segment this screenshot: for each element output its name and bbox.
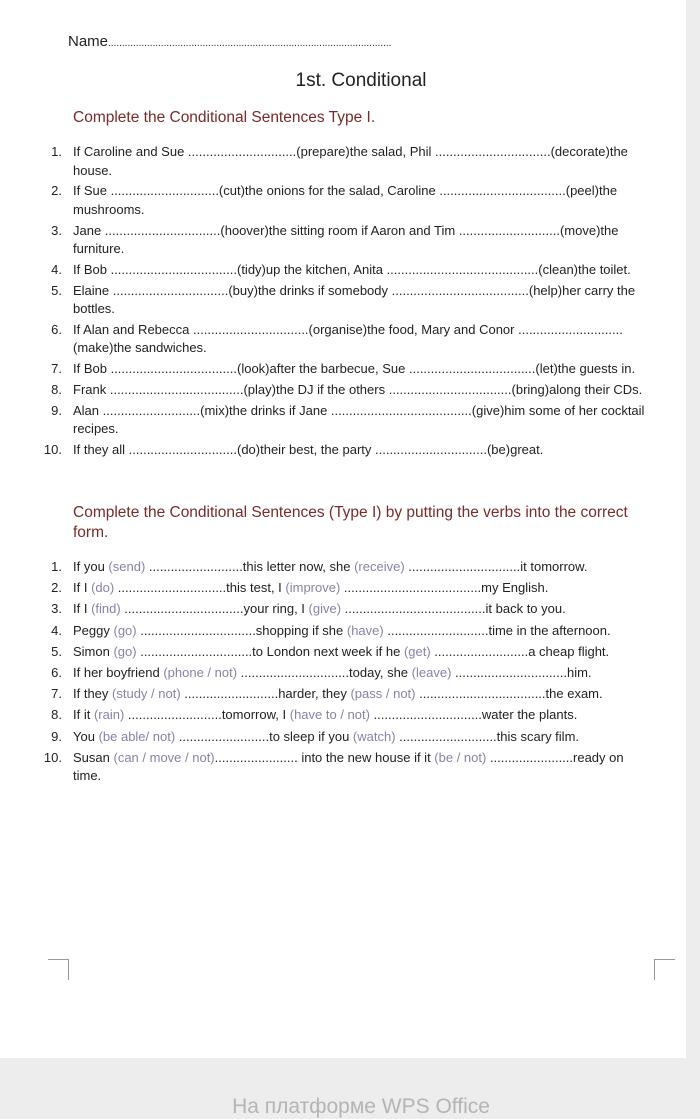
exercise2-item [0, 600, 686, 619]
item-number: 6. [51, 321, 62, 337]
exercise1-item [0, 182, 686, 219]
item-number: 7. [51, 361, 62, 377]
item-number: 10. [43, 749, 62, 765]
sentence-fragment: Simon [73, 643, 114, 659]
name-field[interactable] [68, 33, 391, 50]
sentence-fragment: ...............................him. [451, 664, 592, 680]
verb-hint: (watch) [352, 728, 396, 744]
exercise2-item [0, 643, 686, 662]
sentence-fragment: ...............................to London next week if he [136, 643, 404, 659]
sentence-fragment: ................................shopping if she [136, 622, 347, 638]
verb-hint: (go) [113, 643, 137, 659]
item-text: Jane ................................(hoover)the sitting room if Aaron and Tim ............................(move)the furniture. [73, 222, 619, 257]
exercise2-item [0, 749, 686, 786]
name-blank[interactable]: ...................................................................................................... [108, 38, 392, 49]
item-number: 5. [51, 282, 62, 298]
sentence-fragment: ..........................harder, they [180, 686, 351, 702]
section1-heading: Complete the Conditional Sentences Type I. [73, 109, 376, 126]
sentence-fragment: .................................your ring, I [120, 601, 309, 617]
verb-hint: (give) [308, 601, 342, 617]
sentence-fragment: ..........................a cheap flight. [430, 643, 610, 659]
sentence-fragment: ...............................it tomorrow. [404, 559, 588, 574]
verb-hint: (be able/ not) [98, 728, 176, 744]
exercise2-item [0, 558, 686, 577]
exercise1-item [0, 321, 686, 358]
item-number: 9. [51, 402, 62, 418]
sentence-fragment: ............................time in the afternoon. [383, 622, 611, 638]
item-number: 2. [51, 183, 62, 199]
sentence-fragment: ......................................my English. [340, 580, 549, 596]
sentence-fragment: If I [73, 601, 92, 617]
section2-heading: Complete the Conditional Sentences (Type I) by putting the verbs into the correct form. [73, 504, 628, 541]
exercise2-item [0, 622, 686, 641]
item-number: 9. [51, 728, 62, 744]
verb-hint: (find) [91, 601, 121, 617]
item-text: If they all ..............................(do)their best, the party ...............................(be)great. [73, 442, 544, 458]
item-number: 3. [51, 601, 62, 617]
item-text: If Bob ...................................(tidy)up the kitchen, Anita ..........................................(clean)the toilet. [73, 261, 631, 277]
exercise1-item [0, 441, 686, 460]
sentence-fragment: If her boyfriend [73, 664, 164, 680]
item-number: 4. [51, 622, 62, 638]
verb-hint: (do) [91, 580, 115, 596]
sentence-fragment: ..............................water the plants. [369, 707, 578, 723]
verb-hint: (get) [403, 643, 431, 659]
item-text: Frank .....................................(play)the DJ if the others ..................................(bring)along their CDs. [73, 382, 643, 398]
item-text: Alan ...........................(mix)the drinks if Jane .......................................(give)him some of her cocktail recipes. [73, 402, 645, 437]
sentence-fragment: Peggy [73, 622, 114, 638]
exercise2-item [0, 728, 686, 747]
sentence-fragment: If you [73, 559, 109, 574]
verb-hint: (study / not) [112, 686, 181, 702]
item-number: 8. [51, 707, 62, 723]
verb-hint: (leave) [411, 664, 452, 680]
item-number: 10. [43, 442, 62, 458]
section2-list [0, 558, 686, 788]
sentence-fragment: ....................... into the new house if it [214, 749, 435, 765]
verb-hint: (improve) [285, 580, 341, 596]
sentence-fragment: .........................to sleep if you [175, 728, 353, 744]
page-corner-mark-right [654, 959, 675, 980]
verb-hint: (send) [108, 559, 146, 574]
page-title: 1st. Conditional [295, 70, 427, 91]
sentence-fragment: .......................ready on time. [73, 749, 624, 784]
verb-hint: (be / not) [434, 749, 487, 765]
sentence-fragment: ...................................the exam. [415, 686, 603, 702]
sentence-fragment: ..............................this test, I [114, 580, 286, 596]
section1-list [0, 143, 686, 462]
sentence-fragment: If I [73, 580, 92, 596]
exercise2-item [0, 664, 686, 683]
exercise2-item [0, 685, 686, 704]
exercise2-item [0, 579, 686, 598]
exercise1-item [0, 402, 686, 439]
item-number: 5. [51, 643, 62, 659]
sentence-fragment: If they [73, 686, 113, 702]
verb-hint: (phone / not) [163, 664, 238, 680]
verb-hint: (rain) [93, 707, 125, 723]
sentence-fragment: ..........................this letter now, she [145, 559, 355, 574]
item-text: If Bob ...................................(look)after the barbecue, Sue ...................................(let)the guests in. [73, 361, 636, 377]
sentence-fragment: ...........................this scary film. [395, 728, 580, 744]
exercise1-item [0, 222, 686, 259]
item-text: If Sue ..............................(cut)the onions for the salad, Caroline ...................................(peel)the mushrooms. [73, 183, 618, 217]
exercise1-item [0, 381, 686, 400]
item-number: 1. [51, 144, 62, 159]
exercise1-item [0, 282, 686, 319]
sentence-fragment: If it [73, 707, 94, 723]
sentence-fragment: .......................................it back to you. [341, 601, 566, 617]
exercise2-item [0, 706, 686, 725]
item-number: 2. [51, 580, 62, 596]
item-number: 6. [51, 664, 62, 680]
item-text: If Caroline and Sue ..............................(prepare)the salad, Phil ................................(decorate)the house. [73, 144, 628, 178]
sentence-fragment: ..........................tomorrow, I [124, 707, 290, 723]
verb-hint: (have to / not) [289, 707, 370, 723]
item-text: If Alan and Rebecca ................................(organise)the food, Mary and Conor .............................(make)the sandwiches. [73, 321, 623, 356]
item-text: Elaine ................................(buy)the drinks if somebody ......................................(help)her carry the bottles. [73, 282, 636, 317]
item-number: 8. [51, 382, 62, 398]
wps-footer-watermark: На платформе WPS Office [232, 1095, 490, 1118]
exercise1-item [0, 261, 686, 280]
item-number: 1. [51, 559, 62, 574]
name-label: Name [68, 33, 109, 50]
verb-hint: (have) [346, 622, 384, 638]
item-number: 4. [51, 261, 62, 277]
verb-hint: (pass / not) [350, 686, 416, 702]
sentence-fragment: ..............................today, she [237, 664, 412, 680]
sentence-fragment: You [73, 728, 99, 744]
verb-hint: (can / move / not) [113, 749, 215, 765]
item-number: 7. [51, 686, 62, 702]
verb-hint: (receive) [354, 559, 405, 574]
exercise1-item [0, 143, 686, 180]
item-number: 3. [51, 222, 62, 238]
exercise1-item [0, 360, 686, 379]
verb-hint: (go) [113, 622, 137, 638]
page-corner-mark-left [48, 959, 69, 980]
sentence-fragment: Susan [73, 749, 114, 765]
